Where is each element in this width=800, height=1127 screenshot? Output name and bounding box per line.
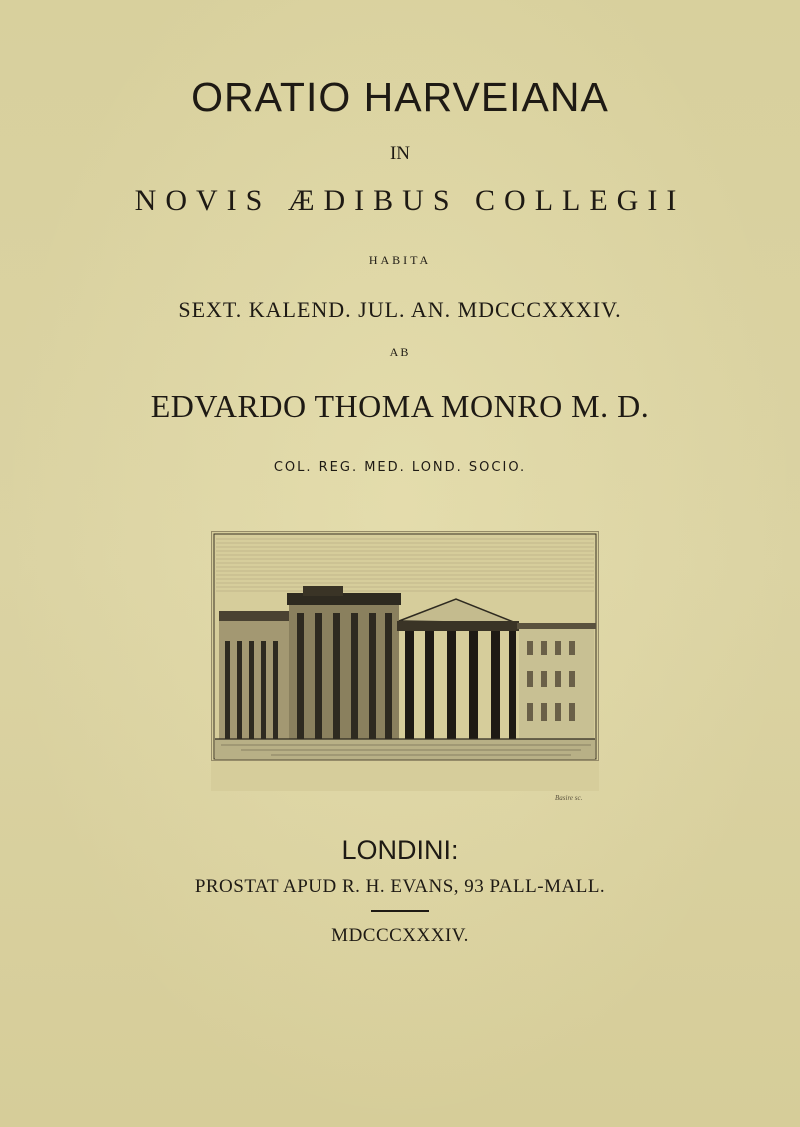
imprint-publisher: PROSTAT APUD R. H. EVANS, 93 PALL-MALL. bbox=[194, 876, 606, 897]
delivery-date: SEXT. KALEND. JUL. AN. MDCCCXXXIV. bbox=[178, 297, 622, 322]
imprint-year: MDCCCXXXIV. bbox=[331, 925, 469, 946]
page-title: ORATIO HARVEIANA bbox=[191, 74, 609, 120]
imprint-city: LONDINI: bbox=[341, 835, 459, 865]
author-affiliation: COL. REG. MED. LOND. SOCIO. bbox=[273, 460, 527, 475]
subtitle-novis: NOVIS ÆDIBUS COLLEGII bbox=[134, 184, 686, 217]
subtitle-in: IN bbox=[389, 143, 411, 164]
divider-rule bbox=[371, 910, 429, 912]
author-name: EDVARDO THOMA MONRO M. D. bbox=[150, 388, 650, 424]
college-building-engraving bbox=[211, 531, 599, 791]
engraver-signature: Basire sc. bbox=[555, 794, 583, 802]
subtitle-habita: HABITA bbox=[368, 253, 432, 267]
subtitle-ab: AB bbox=[389, 345, 411, 359]
